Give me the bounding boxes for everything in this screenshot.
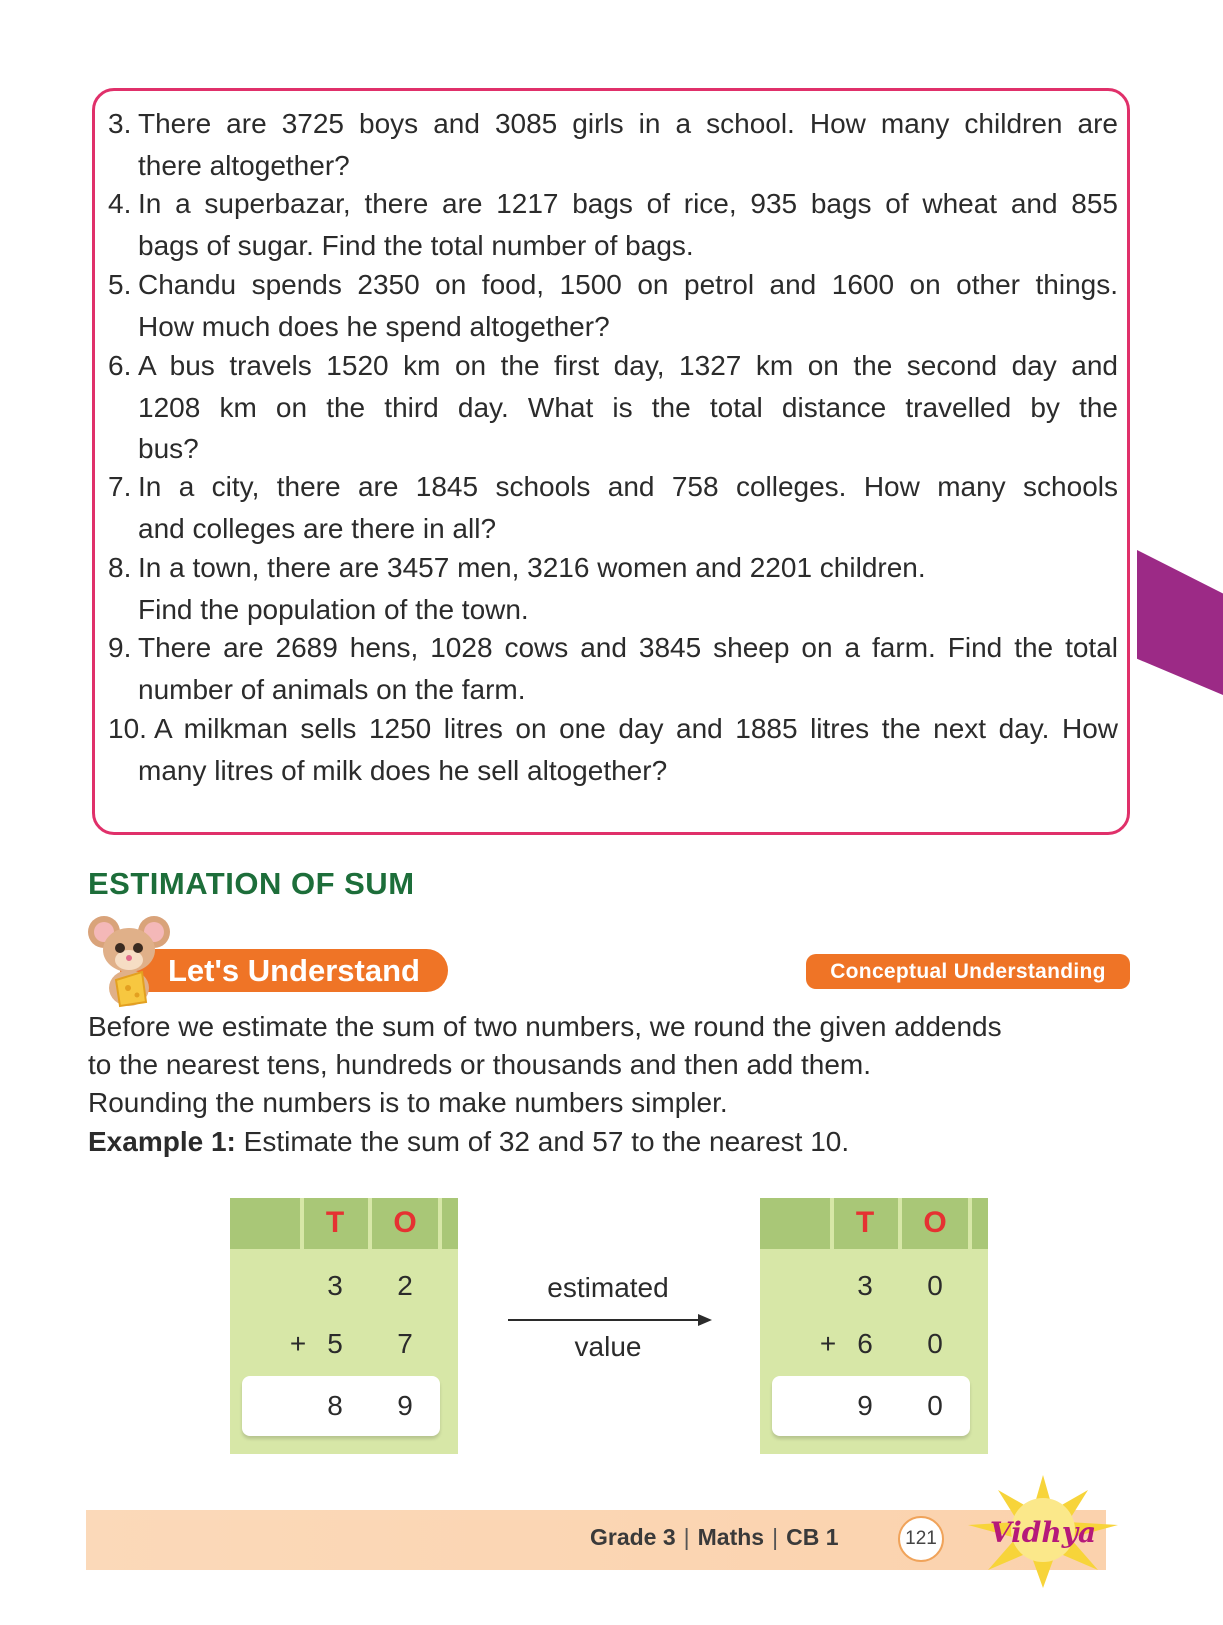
problem-line: and colleges are there in all?: [138, 512, 497, 544]
intro-line: Before we estimate the sum of two numbers, we round the given addends: [88, 1011, 1002, 1042]
problem-line: In a superbazar, there are 1217 bags of rice, 935 bags of wheat and 855: [138, 188, 1118, 219]
mouse-mascot-icon: [86, 910, 176, 1010]
intro-line: to the nearest tens, hundreds or thousands and then add them.: [88, 1049, 871, 1080]
problem-line: 1208 km on the third day. What is the total distance travelled by the: [138, 391, 1118, 423]
problem-line: bus?: [138, 433, 199, 465]
ones-header: O: [393, 1206, 417, 1239]
problem-line: How much does he spend altogether?: [138, 310, 610, 342]
problem-line: many litres of milk does he sell altogether?: [138, 754, 668, 786]
problem-9: [108, 627, 1118, 710]
page-number: 121: [898, 1516, 944, 1562]
problem-line: There are 3725 boys and 3085 girls in a school. How many children are: [138, 108, 1118, 139]
problem-number: 8.: [108, 552, 132, 583]
problem-line: bags of sugar. Find the total number of bags.: [138, 229, 694, 261]
problem-10: [108, 708, 1118, 791]
problem-6: [108, 345, 1118, 470]
column-divider: [830, 1198, 834, 1249]
vidhya-logo-icon: [958, 1470, 1128, 1590]
section-title: ESTIMATION OF SUM: [88, 866, 415, 901]
problem-line: There are 2689 hens, 1028 cows and 3845 sheep on a farm. Find the total: [138, 632, 1118, 663]
digit: 7: [397, 1328, 413, 1359]
problem-line: In a city, there are 1845 schools and 758 colleges. How many schools: [138, 471, 1118, 502]
problem-number: 10.: [108, 713, 147, 744]
footer-grade: Grade 3: [590, 1524, 676, 1550]
plus-sign: +: [289, 1328, 307, 1359]
digit: 0: [927, 1328, 943, 1359]
digit: 6: [857, 1328, 873, 1359]
sum-digit: 0: [927, 1390, 943, 1421]
example-label: Example 1:: [88, 1126, 236, 1157]
right-arrow-icon: [506, 1310, 714, 1330]
example-line: [88, 1126, 1128, 1158]
footer-separator: |: [772, 1524, 779, 1550]
column-divider: [368, 1198, 372, 1249]
digit: 0: [927, 1270, 943, 1301]
problem-8: [108, 547, 1118, 630]
problem-number: 9.: [108, 632, 132, 663]
arrow-label-bottom: value: [574, 1331, 642, 1362]
problem-4: [108, 183, 1118, 266]
problem-number: 6.: [108, 350, 132, 381]
problem-line: In a town, there are 3457 men, 3216 women and 2201 children.: [138, 552, 926, 583]
intro-line: Rounding the numbers is to make numbers simpler.: [88, 1087, 728, 1118]
conceptual-understanding-badge: Conceptual Understanding: [806, 954, 1130, 989]
sum-digit: 9: [857, 1390, 873, 1421]
problem-line: there altogether?: [138, 149, 350, 181]
column-divider: [968, 1198, 972, 1249]
tens-header: T: [855, 1206, 875, 1239]
digit: 3: [857, 1270, 873, 1301]
column-divider: [438, 1198, 442, 1249]
logo-text: Vidhya: [989, 1516, 1097, 1549]
footer-separator: |: [683, 1524, 690, 1550]
column-divider: [300, 1198, 304, 1249]
problem-3: [108, 103, 1118, 186]
footer-subject: Maths: [697, 1524, 765, 1550]
problem-line: Find the population of the town.: [138, 593, 529, 625]
ones-header: O: [923, 1206, 947, 1239]
tens-header: T: [325, 1206, 345, 1239]
problem-line: number of animals on the farm.: [138, 673, 526, 705]
problem-number: 5.: [108, 269, 132, 300]
problem-7: [108, 466, 1118, 549]
plus-sign: +: [819, 1328, 837, 1359]
lets-understand-banner: Let's Understand: [120, 949, 448, 992]
footer-book: CB 1: [786, 1524, 839, 1550]
problem-line: Chandu spends 2350 on food, 1500 on petrol and 1600 on other things.: [138, 269, 1118, 300]
example-text: Estimate the sum of 32 and 57 to the nearest 10.: [235, 1126, 850, 1157]
digit: 3: [327, 1270, 343, 1301]
footer-info: [590, 1524, 838, 1551]
sum-digit: 8: [327, 1390, 343, 1421]
problem-number: 3.: [108, 108, 132, 139]
addition-table-actual: [230, 1198, 458, 1454]
problem-line: A bus travels 1520 km on the first day, 1327 km on the second day and: [138, 350, 1118, 381]
addition-table-estimated: [760, 1198, 988, 1454]
column-divider: [898, 1198, 902, 1249]
digit: 2: [397, 1270, 413, 1301]
chapter-side-tab: [1137, 550, 1223, 695]
problem-number: 4.: [108, 188, 132, 219]
problem-number: 7.: [108, 471, 132, 502]
sum-digit: 9: [397, 1390, 413, 1421]
problem-5: [108, 264, 1118, 347]
problem-line: A milkman sells 1250 litres on one day and 1885 litres the next day. How: [154, 713, 1118, 744]
arrow-label-top: estimated: [547, 1272, 669, 1303]
digit: 5: [327, 1328, 343, 1359]
